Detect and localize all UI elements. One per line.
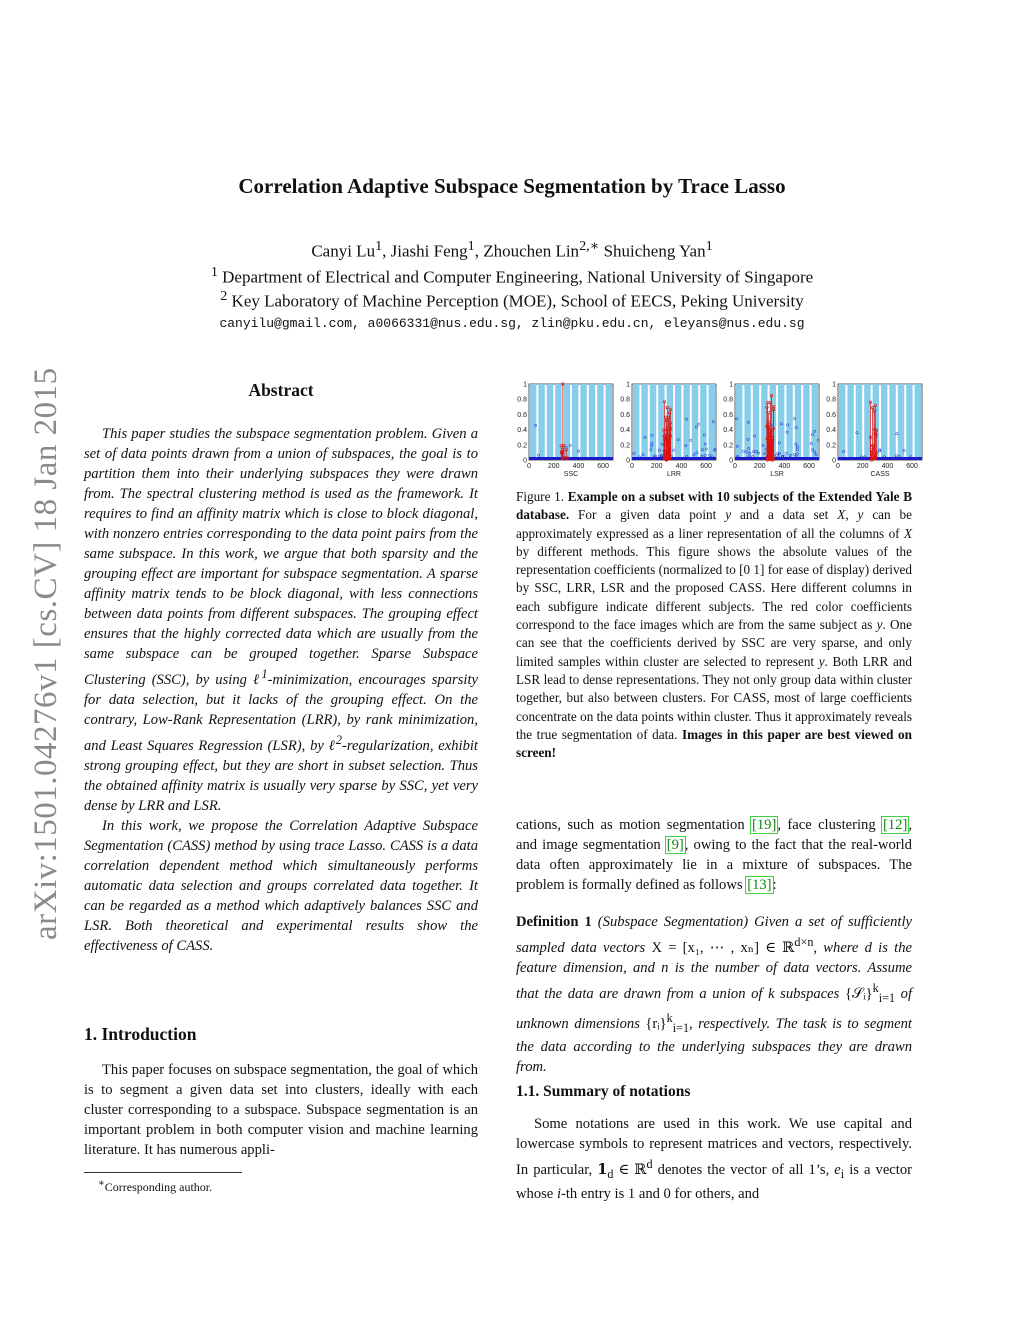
text-run: . Both LRR and LSR lead to dense representations. They not only group data within cluster together, but also between clusters. For CASS, most of large coefficients concentrate on the data points within cluster. Thus it approximately reveals the true segmentation of data. [516, 653, 912, 742]
citation-link[interactable]: [9] [666, 837, 684, 853]
subject-column [856, 384, 862, 460]
x-tick-label: 400 [675, 463, 688, 470]
baseline-coefficients [529, 457, 613, 460]
text-run: For a given data point [569, 507, 726, 523]
figure-panel-ssc [515, 376, 619, 486]
symbol-ell: ℓ [253, 671, 262, 688]
x-tick-label: 200 [547, 463, 560, 470]
author-name: Canyi Lu [311, 241, 376, 261]
y-tick-label: 0.8 [517, 396, 527, 404]
subject-column [580, 384, 586, 460]
caption-bold: Example on a subset with 10 subjects of the Extended Yale B database. [516, 489, 913, 523]
coefficient-plot-cass [824, 376, 928, 486]
notations-paragraph-text [516, 1114, 912, 1204]
y-tick-label: 0.8 [620, 396, 630, 404]
y-tick-label: 0.6 [826, 411, 836, 419]
figure-panel-cass [824, 376, 928, 486]
math-var: y [818, 653, 825, 669]
citation-link[interactable]: [13] [747, 877, 772, 893]
text-run: cations, such as motion segmentation [516, 817, 752, 833]
subject-column [589, 384, 595, 460]
y-tick-label: 0.2 [723, 442, 733, 450]
text-run: . One can see that the coefficients derived by SSC are very sparse, and only limited samples within cluster are selected to represent [516, 617, 912, 669]
panel-label: SSC [563, 471, 579, 478]
text-run: , and image segmentation [516, 817, 912, 853]
subscript: d [607, 1166, 614, 1181]
math-var: e [834, 1161, 841, 1178]
subject-column [898, 384, 904, 460]
y-tick-label: 0.2 [620, 442, 630, 450]
footnote-mark: ∗ [98, 1178, 105, 1189]
text-run: -regularization, exhibit strong grouping effect, but they are short in subset selection. Thus the obtained affinity matrix is usually very sparse by SSC, yet very dense by LRR and LSR. [84, 737, 478, 814]
text-run: denotes the vector of all 1’s, [652, 1161, 835, 1178]
panel-label: LSR [770, 471, 784, 478]
abstract-paragraph-1 [84, 424, 478, 816]
math-var: d [864, 939, 872, 956]
text-run: (Subspace Segmentation) Given a set of sufficiently sampled data vectors [516, 914, 912, 956]
math-expression: {rᵢ} [645, 1015, 667, 1032]
subject-column [572, 384, 578, 460]
panel-label: CASS [870, 471, 890, 478]
math-expression: X = [x₁, ⋯ , xₙ] ∈ ℝ [651, 939, 795, 956]
text-run: Some notations are used in this work. We use capital and lowercase symbols to represent matrices and vectors, respectively. In particular, [516, 1116, 912, 1178]
abstract-body [84, 424, 478, 956]
footnote-text: Corresponding author. [104, 1180, 213, 1194]
math-var: y [857, 507, 864, 523]
math-var: X [837, 507, 846, 523]
subject-column [692, 384, 698, 460]
baseline-coefficients [632, 457, 716, 460]
figure-panel-lsr [721, 376, 825, 486]
y-tick-label: 0.8 [826, 396, 836, 404]
coefficient-plot-ssc [515, 376, 619, 486]
subject-column [675, 384, 681, 460]
y-tick-label: 0.2 [517, 442, 527, 450]
subscript: i=1 [878, 990, 896, 1005]
subject-column [709, 384, 715, 460]
text-run: : [772, 877, 777, 893]
affiliation-mark: 1 [210, 264, 218, 280]
y-tick-label: 0.6 [620, 411, 630, 419]
subject-column [641, 384, 647, 460]
subject-column [597, 384, 603, 460]
y-tick-label: 0.8 [723, 396, 733, 404]
text-run: This paper studies the subspace segmentation problem. Given a set of data points drawn from a union of subspaces, the goal is to partition them into their underlying subspaces they were drawn from. The spectral clustering method is used as the framework. It requires to find an affinity matrix which is close to block diagonal, with nonzero entries corresponding to the data point pairs from the same subspace. In this work, we argue that both sparsity and the grouping effect are important for subspace segmentation. A sparse affinity matrix tends to be block diagonal, with less connections between data points from different subspaces. The grouping effect ensures that the highly corrected data which are usually from the same subspace can be grouped together. Sparse Subspace Clustering (SSC), by using [84, 426, 478, 688]
citation-link[interactable]: [12] [883, 817, 908, 833]
text-run: is a vector whose [516, 1161, 912, 1202]
author-mark: 1 [375, 238, 383, 254]
panel-label: LRR [666, 471, 682, 478]
text-run: can be approximately expressed as a liner representation of all the columns of [516, 507, 913, 541]
author-name: Jiashi Feng [390, 241, 468, 261]
author-emails: canyilu@gmail.com, a0066331@nus.edu.sg, zlin@pku.edu.cn, eleyans@nus.edu.sg [219, 316, 805, 331]
x-tick-label: 0 [836, 463, 840, 470]
x-tick-label: 600 [803, 463, 815, 470]
text-run: -th entry is 1 and 0 for others, and [561, 1185, 760, 1202]
affiliation-mark: 2 [220, 288, 228, 304]
x-tick-label: 0 [527, 463, 531, 470]
coefficient-plot-lsr [721, 376, 825, 486]
y-tick-label: 1 [832, 381, 836, 389]
math-expression: ∈ ℝ [613, 1161, 647, 1178]
x-tick-label: 200 [753, 463, 766, 470]
math-var: y [725, 507, 732, 523]
text-run: , where [813, 939, 865, 956]
author-sep: , [474, 241, 484, 261]
subject-column [736, 384, 742, 460]
math-expression: {𝒮ᵢ} [844, 985, 873, 1002]
text-run: , [845, 507, 858, 523]
subject-column [786, 384, 792, 460]
affiliation-2 [0, 288, 1024, 312]
y-tick-label: 0.2 [826, 442, 836, 450]
y-tick-label: 0 [832, 457, 836, 465]
text-run: is the number of data vectors. Assume that the data are drawn from a union of [516, 959, 912, 1002]
subject-column [778, 384, 784, 460]
introduction-body [84, 1060, 478, 1160]
math-var: X [903, 525, 912, 541]
subscript: i=1 [672, 1020, 690, 1035]
subject-column [633, 384, 639, 460]
baseline-coefficients [838, 457, 922, 460]
subject-column [864, 384, 870, 460]
y-tick-label: 0.6 [517, 411, 527, 419]
author-mark: 2,∗ [579, 238, 600, 254]
y-tick-label: 0 [729, 457, 733, 465]
subject-column [753, 384, 759, 460]
x-tick-label: 400 [572, 463, 585, 470]
math-var: k [768, 985, 775, 1002]
footnote [98, 1178, 212, 1195]
text-run: -minimization, encourages sparsity for data selection, but it lacks of the grouping effect. On the contrary, Low-Rank Representation (LRR), by rank minimization, and Least Squares Regression (LSR), by [84, 671, 478, 754]
figure-panel-lrr [618, 376, 722, 486]
abstract-paragraph-2: In this work, we propose the Correlation Adaptive Subspace Segmentation (CASS) method by using trace Lasso. CASS is a data correlation dependent method which simultaneously performs automatic data selection and groups correlated data together. It can be regarded as a method which adaptively balances SSC and LSR. Both theoretical and experimental results show the effectiveness of CASS. [84, 817, 478, 954]
superscript: k [872, 980, 879, 995]
superscript: d [646, 1157, 653, 1171]
y-tick-label: 0.4 [620, 427, 630, 435]
author-mark: 1 [705, 238, 713, 254]
x-tick-label: 200 [650, 463, 663, 470]
y-tick-label: 1 [729, 381, 733, 389]
author-name: Shuicheng Yan [603, 241, 706, 261]
x-tick-label: 0 [630, 463, 634, 470]
caption-label: Figure 1. [516, 489, 565, 504]
text-run: , respectively. The task is to segment the data according to the underlying subspaces they are drawn from. [516, 1015, 912, 1076]
x-tick-label: 600 [700, 463, 712, 470]
author-list [0, 238, 1024, 262]
author-name: Zhouchen Lin [483, 241, 580, 261]
subject-column [555, 384, 561, 460]
affiliation-1 [0, 264, 1024, 288]
text-run: , face clustering [777, 817, 883, 833]
y-tick-label: 0.4 [826, 427, 836, 435]
subject-column [889, 384, 895, 460]
superscript: 1 [261, 667, 268, 681]
definition-label: Definition 1 [516, 914, 592, 930]
x-tick-label: 0 [733, 463, 737, 470]
notations-paragraph [516, 1114, 912, 1204]
y-tick-label: 0.4 [723, 427, 733, 435]
math-var: i [556, 1185, 562, 1202]
introduction-paragraph-1: This paper focuses on subspace segmentation, the goal of which is to segment a given data set into clusters, ideally with each cluster corresponding to a subspace. Subspace segmentation is an important problem in both computer vision and machine learning literature. It has numerous appli- [84, 1062, 478, 1158]
text-run: subspaces [774, 985, 845, 1002]
superscript: 2 [335, 732, 342, 747]
text-run: is the feature dimension, and [516, 939, 912, 976]
notations-heading: 1.1. Summary of notations [516, 1083, 691, 1100]
coefficient-plot-lrr [618, 376, 722, 486]
paper-title: Correlation Adaptive Subspace Segmentation by Trace Lasso [238, 174, 786, 198]
arxiv-sidebar-stamp: arXiv:1501.04276v1 [cs.CV] 18 Jan 2015 [28, 367, 64, 940]
subject-column [881, 384, 887, 460]
subject-column [700, 384, 706, 460]
abstract-heading: Abstract [248, 380, 314, 400]
x-tick-label: 400 [881, 463, 894, 470]
x-tick-label: 600 [597, 463, 609, 470]
symbol-ell: ℓ [328, 737, 336, 754]
math-var: n [661, 959, 669, 976]
affiliation-text: Key Laboratory of Machine Perception (MOE), School of EECS, Peking University [231, 291, 804, 311]
subject-column [606, 384, 612, 460]
subject-column [839, 384, 845, 460]
y-tick-label: 0.6 [723, 411, 733, 419]
math-symbol: 𝟏 [597, 1161, 608, 1178]
subject-column [547, 384, 553, 460]
subject-column [803, 384, 809, 460]
superscript: k [666, 1010, 673, 1025]
affiliation-text: Department of Electrical and Computer Engineering, National University of Singapore [222, 267, 814, 287]
text-run: of unknown dimensions [516, 985, 913, 1032]
y-tick-label: 0 [523, 457, 527, 465]
text-run: and a data set [731, 507, 838, 523]
x-tick-label: 200 [856, 463, 869, 470]
subject-column [538, 384, 544, 460]
subject-column [906, 384, 912, 460]
citation-link[interactable]: [19] [752, 817, 777, 833]
x-tick-label: 600 [906, 463, 918, 470]
y-tick-label: 1 [523, 381, 527, 389]
y-tick-label: 0.4 [517, 427, 527, 435]
y-tick-label: 1 [626, 381, 630, 389]
figure-caption [516, 488, 912, 762]
math-var: y [876, 617, 883, 633]
author-mark: 1 [467, 238, 475, 254]
x-tick-label: 400 [778, 463, 791, 470]
author-sep: , [382, 241, 391, 261]
y-tick-label: 0 [626, 457, 630, 465]
text-run: , owing to the fact that the real-world data often approximately lie in a mixture of subspaces. The problem is formally defined as follows [516, 837, 912, 893]
subject-column [847, 384, 853, 460]
subscript: i [840, 1166, 845, 1181]
text-run: by different methods. This figure shows the absolute values of the representation coefficients (normalized to [0 1] for ease of display) derived by SSC, LRR, LSR and the proposed CASS. Here different columns in each subfigure indicate different subjects. The red color coefficients correspond to the face images which are from the same subject as [516, 543, 912, 633]
caption-bold: Images in this paper are best viewed on screen! [516, 726, 912, 761]
subject-column [530, 384, 536, 460]
footnote-rule [84, 1172, 242, 1173]
introduction-heading: 1. Introduction [84, 1024, 197, 1044]
subject-column [683, 384, 689, 460]
subject-column [915, 384, 921, 460]
definition-1 [516, 912, 912, 1077]
superscript: d×n [794, 935, 814, 949]
right-column-paragraph-1 [516, 815, 912, 895]
